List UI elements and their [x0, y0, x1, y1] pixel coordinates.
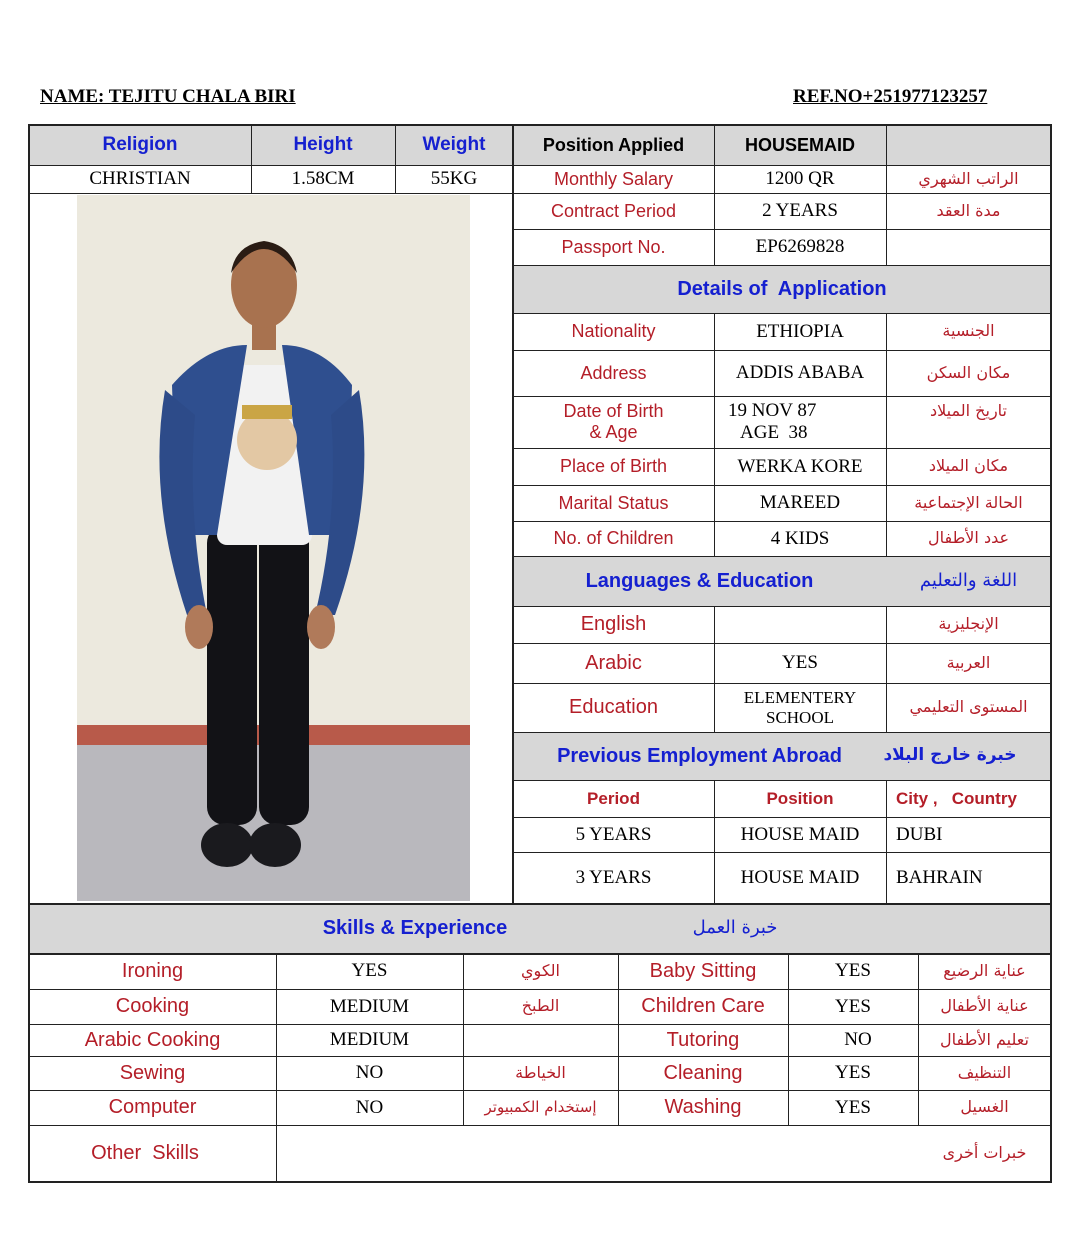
passport-label: Passport No. [561, 236, 666, 257]
skills-title: Skills & Experience [322, 916, 508, 939]
monthly-salary-label: Monthly Salary [553, 168, 674, 189]
skill-ironing-label: Ironing [121, 959, 184, 982]
address-arabic: مكان السكن [926, 362, 1011, 382]
grid-line [28, 193, 513, 194]
employment-row-2-period: 3 YEARS [575, 866, 652, 888]
grid-line [513, 732, 1051, 733]
education-value-line1: ELEMENTERY [743, 687, 857, 707]
grid-line [513, 683, 1051, 684]
grid-line [714, 780, 715, 903]
skill-ironing-arabic: الكوي [521, 960, 560, 980]
skill-computer-value: NO [355, 1096, 384, 1118]
grid-line [251, 124, 252, 193]
weight-label: Weight [422, 134, 486, 156]
position-applied-label: Position Applied [542, 134, 685, 155]
skill-tutoring-label: Tutoring [666, 1028, 740, 1051]
skill-computer-arabic: إستخدام الكمبيوتر [484, 1097, 597, 1116]
grid-line [513, 396, 1051, 397]
grid-line [513, 313, 1051, 314]
employment-title-arabic: خبرة خارج البلاد [883, 745, 1017, 766]
place-of-birth-arabic: مكان الميلاد [928, 456, 1009, 476]
english-label: English [580, 613, 647, 635]
grid-line [714, 606, 715, 732]
portrait-image [77, 195, 470, 901]
english-arabic: الإنجليزية [938, 614, 999, 634]
grid-line [886, 780, 887, 903]
address-label: Address [580, 362, 647, 383]
candidate-photo [77, 195, 470, 901]
grid-line [395, 124, 396, 193]
grid-line [513, 193, 1051, 194]
grid-line [513, 556, 1051, 557]
skill-ironing-value: YES [351, 960, 388, 982]
skill-sewing-label: Sewing [119, 1061, 186, 1084]
grid-line [276, 953, 277, 1182]
contract-period-arabic: مدة العقد [936, 200, 1001, 220]
grid-line [28, 1125, 1052, 1126]
height-value: 1.58CM [291, 168, 355, 190]
skill-children-care-value: YES [835, 995, 871, 1017]
other-skills-arabic: خبرات أخرى [942, 1143, 1027, 1163]
address-value: ADDIS ABABA [735, 362, 865, 384]
grid-line [714, 124, 715, 265]
skill-arabic-cooking-arabic [463, 1024, 618, 1056]
grid-line [513, 485, 1051, 486]
weight-value: 55KG [430, 168, 478, 190]
grid-line [463, 953, 464, 1125]
monthly-salary-arabic: الراتب الشهري [918, 168, 1019, 188]
nationality-label: Nationality [571, 321, 656, 342]
grid-line [513, 643, 1051, 644]
skill-children-care-label: Children Care [641, 995, 765, 1017]
skill-computer-label: Computer [108, 1096, 197, 1118]
nationality-value: ETHIOPIA [756, 320, 844, 342]
grid-line [28, 1181, 1052, 1183]
employment-title: Previous Employment Abroad [557, 744, 842, 767]
employment-row-1-country: DUBI [896, 823, 943, 845]
skill-children-care-arabic: عناية الأطفال [940, 996, 1029, 1016]
passport-arabic [886, 229, 1051, 265]
details-title: Details of Application [677, 277, 887, 300]
grid-line [512, 124, 514, 903]
place-of-birth-value: WERKA KORE [737, 455, 863, 477]
grid-line [886, 606, 887, 732]
employment-row-1-position: HOUSE MAID [740, 823, 860, 845]
education-value-line2: SCHOOL [765, 707, 834, 727]
skill-washing-value: YES [835, 1096, 871, 1118]
arabic-arabic: العربية [946, 652, 991, 672]
children-label: No. of Children [553, 528, 674, 549]
skill-cleaning-value: YES [835, 1062, 871, 1084]
dob-date: 19 NOV 87 [728, 400, 817, 422]
grid-line [513, 350, 1051, 351]
grid-line [714, 313, 715, 556]
education-label: Education [569, 696, 658, 718]
skill-baby-sitting-value: YES [835, 960, 871, 982]
children-value: 4 KIDS [770, 527, 830, 549]
religion-value: CHRISTIAN [89, 168, 191, 190]
skill-arabic-cooking-value: MEDIUM [329, 1029, 410, 1051]
nationality-arabic: الجنسية [942, 321, 995, 341]
grid-line [886, 313, 887, 556]
grid-line [28, 124, 1052, 126]
languages-title-arabic: اللغة والتعليم [919, 569, 1018, 591]
dob-label [513, 396, 714, 448]
arabic-value: YES [782, 652, 818, 674]
marital-status-value: MAREED [759, 492, 841, 514]
height-label: Height [293, 134, 353, 156]
grid-line [513, 852, 1051, 853]
position-applied-value: HOUSEMAID [744, 134, 855, 155]
grid-line [28, 165, 513, 166]
grid-line [28, 903, 1052, 905]
grid-line [513, 780, 1051, 781]
skill-washing-label: Washing [664, 1096, 742, 1118]
employment-row-2-position: HOUSE MAID [740, 866, 860, 888]
dob-label-line1: Date of Birth [563, 401, 664, 422]
country-header: City , Country [896, 788, 1017, 808]
skill-arabic-cooking-label: Arabic Cooking [84, 1028, 221, 1051]
grid-line [28, 953, 1052, 955]
english-value [714, 606, 886, 643]
employment-row-1-period: 5 YEARS [575, 823, 652, 845]
marital-status-arabic: الحالة الإجتماعية [914, 492, 1023, 512]
skill-cleaning-label: Cleaning [663, 1061, 743, 1084]
skills-title-arabic: خبرة العمل [692, 916, 778, 938]
skill-sewing-value: NO [355, 1062, 384, 1084]
contract-period-label: Contract Period [550, 200, 677, 221]
education-value [714, 683, 886, 732]
skill-sewing-arabic: الخياطة [515, 1062, 566, 1082]
grid-line [618, 953, 619, 1125]
dob-value [714, 396, 886, 448]
grid-line [513, 265, 1051, 266]
grid-line [28, 1090, 1052, 1091]
place-of-birth-label: Place of Birth [559, 456, 668, 477]
skill-baby-sitting-arabic: عناية الرضيع [943, 960, 1026, 980]
children-arabic: عدد الأطفال [927, 528, 1010, 548]
dob-label-line2: & Age [589, 422, 638, 442]
reference-number: REF.NO+251977123257 [793, 86, 988, 107]
grid-line [513, 229, 1051, 230]
grid-line [513, 606, 1051, 607]
skill-tutoring-value: NO [844, 1029, 872, 1051]
skill-tutoring-arabic: تعليم الأطفال [940, 1029, 1029, 1049]
skill-cleaning-arabic: التنظيف [957, 1062, 1012, 1082]
education-arabic: المستوى التعليمي [909, 697, 1028, 717]
grid-line [788, 953, 789, 1125]
dob-age: AGE 38 [740, 422, 808, 443]
grid-line [513, 817, 1051, 818]
grid-line [886, 124, 887, 265]
grid-line [918, 953, 919, 1125]
languages-title: Languages & Education [585, 569, 814, 592]
skill-washing-arabic: الغسيل [960, 1097, 1009, 1117]
arabic-label: Arabic [585, 651, 642, 674]
grid-line [513, 521, 1051, 522]
marital-status-label: Marital Status [558, 492, 669, 513]
skill-cooking-label: Cooking [115, 995, 190, 1017]
other-skills-label: Other Skills [91, 1142, 199, 1164]
passport-value: EP6269828 [755, 236, 845, 258]
skill-baby-sitting-label: Baby Sitting [649, 959, 757, 982]
other-skills-value [276, 1125, 918, 1182]
religion-label: Religion [102, 134, 178, 156]
period-header: Period [587, 788, 640, 808]
skill-cooking-arabic: الطبخ [521, 996, 560, 1016]
skill-cooking-value: MEDIUM [329, 995, 410, 1017]
grid-line [28, 1024, 1052, 1025]
grid-line [28, 1056, 1052, 1057]
candidate-name: NAME: TEJITU CHALA BIRI [40, 86, 296, 107]
grid-line [28, 989, 1052, 990]
position-header: Position [766, 788, 834, 808]
dob-arabic: تاريخ الميلاد [930, 400, 1007, 420]
contract-period-value: 2 YEARS [762, 200, 838, 222]
monthly-salary-value: 1200 QR [765, 168, 835, 190]
grid-line [513, 448, 1051, 449]
grid-line [513, 165, 1051, 166]
employment-row-2-country: BAHRAIN [896, 866, 983, 888]
